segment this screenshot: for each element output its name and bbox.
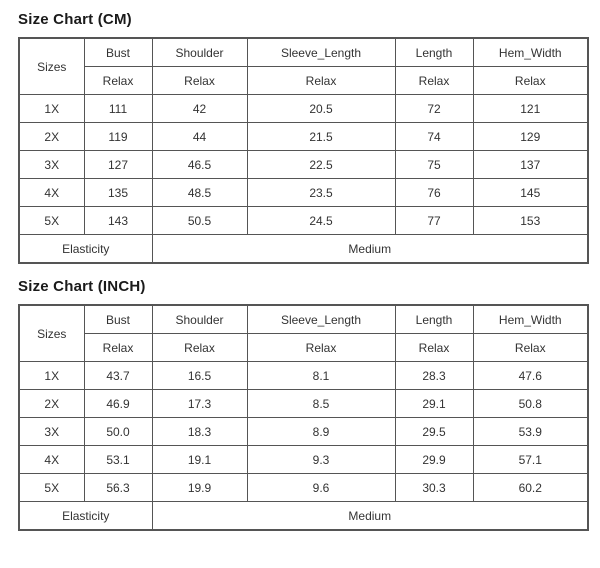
measurement-cell: 16.5: [152, 362, 247, 390]
elasticity-value-cell: Medium: [152, 235, 588, 264]
size-chart-inch-title: Size Chart (INCH): [18, 278, 146, 295]
measurement-cell: 50.8: [473, 390, 588, 418]
measurement-cell: 75: [395, 151, 473, 179]
measurement-cell: 121: [473, 95, 588, 123]
column-header-bust: Bust: [84, 305, 152, 334]
elasticity-row: [19, 502, 588, 531]
measurement-cell: 53.1: [84, 446, 152, 474]
measurement-cell: 29.9: [395, 446, 473, 474]
table-row: [19, 95, 588, 123]
header-row: [19, 38, 588, 67]
elasticity-value-cell: Medium: [152, 502, 588, 531]
size-label-cell: 2X: [19, 123, 84, 151]
measurement-cell: 29.5: [395, 418, 473, 446]
measurement-cell: 137: [473, 151, 588, 179]
relax-subheader: Relax: [152, 334, 247, 362]
size-label-cell: 3X: [19, 418, 84, 446]
relax-subheader: Relax: [84, 67, 152, 95]
column-header-shoulder: Shoulder: [152, 305, 247, 334]
measurement-cell: 8.1: [247, 362, 395, 390]
measurement-cell: 46.5: [152, 151, 247, 179]
column-header-length: Length: [395, 38, 473, 67]
measurement-cell: 22.5: [247, 151, 395, 179]
measurement-cell: 42: [152, 95, 247, 123]
measurement-cell: 145: [473, 179, 588, 207]
measurement-cell: 8.5: [247, 390, 395, 418]
subheader-row: [19, 334, 588, 362]
sizes-corner-cell: Sizes: [19, 305, 84, 362]
measurement-cell: 21.5: [247, 123, 395, 151]
size-chart-cm-table: [18, 37, 589, 264]
column-header-sleeve-length: Sleeve_Length: [247, 305, 395, 334]
measurement-cell: 53.9: [473, 418, 588, 446]
size-label-cell: 5X: [19, 474, 84, 502]
size-chart-cm-section: [18, 11, 600, 264]
measurement-cell: 19.1: [152, 446, 247, 474]
table-row: [19, 446, 588, 474]
table-row: [19, 179, 588, 207]
measurement-cell: 74: [395, 123, 473, 151]
measurement-cell: 17.3: [152, 390, 247, 418]
column-header-shoulder: Shoulder: [152, 38, 247, 67]
measurement-cell: 56.3: [84, 474, 152, 502]
relax-subheader: Relax: [247, 334, 395, 362]
column-header-bust: Bust: [84, 38, 152, 67]
measurement-cell: 129: [473, 123, 588, 151]
table-row: [19, 151, 588, 179]
relax-subheader: Relax: [395, 334, 473, 362]
size-label-cell: 4X: [19, 179, 84, 207]
column-header-hem-width: Hem_Width: [473, 38, 588, 67]
table-row: [19, 123, 588, 151]
measurement-cell: 18.3: [152, 418, 247, 446]
measurement-cell: 29.1: [395, 390, 473, 418]
measurement-cell: 72: [395, 95, 473, 123]
measurement-cell: 24.5: [247, 207, 395, 235]
measurement-cell: 44: [152, 123, 247, 151]
size-label-cell: 3X: [19, 151, 84, 179]
measurement-cell: 47.6: [473, 362, 588, 390]
measurement-cell: 76: [395, 179, 473, 207]
size-chart-inch-table: [18, 304, 589, 531]
table-row: [19, 390, 588, 418]
measurement-cell: 50.0: [84, 418, 152, 446]
measurement-cell: 28.3: [395, 362, 473, 390]
elasticity-row: [19, 235, 588, 264]
table-row: [19, 362, 588, 390]
relax-subheader: Relax: [473, 67, 588, 95]
size-chart-cm-title: Size Chart (CM): [18, 11, 132, 28]
measurement-cell: 111: [84, 95, 152, 123]
size-label-cell: 1X: [19, 95, 84, 123]
header-row: [19, 305, 588, 334]
measurement-cell: 57.1: [473, 446, 588, 474]
measurement-cell: 127: [84, 151, 152, 179]
measurement-cell: 9.3: [247, 446, 395, 474]
measurement-cell: 30.3: [395, 474, 473, 502]
measurement-cell: 77: [395, 207, 473, 235]
relax-subheader: Relax: [395, 67, 473, 95]
measurement-cell: 8.9: [247, 418, 395, 446]
measurement-cell: 20.5: [247, 95, 395, 123]
relax-subheader: Relax: [247, 67, 395, 95]
size-label-cell: 1X: [19, 362, 84, 390]
measurement-cell: 23.5: [247, 179, 395, 207]
column-header-hem-width: Hem_Width: [473, 305, 588, 334]
measurement-cell: 46.9: [84, 390, 152, 418]
measurement-cell: 48.5: [152, 179, 247, 207]
measurement-cell: 60.2: [473, 474, 588, 502]
elasticity-label-cell: Elasticity: [19, 235, 152, 264]
measurement-cell: 119: [84, 123, 152, 151]
measurement-cell: 50.5: [152, 207, 247, 235]
table-row: [19, 207, 588, 235]
table-row: [19, 474, 588, 502]
size-label-cell: 5X: [19, 207, 84, 235]
measurement-cell: 135: [84, 179, 152, 207]
subheader-row: [19, 67, 588, 95]
relax-subheader: Relax: [473, 334, 588, 362]
measurement-cell: 19.9: [152, 474, 247, 502]
column-header-sleeve-length: Sleeve_Length: [247, 38, 395, 67]
measurement-cell: 153: [473, 207, 588, 235]
sizes-corner-cell: Sizes: [19, 38, 84, 95]
relax-subheader: Relax: [84, 334, 152, 362]
size-chart-inch-section: [18, 278, 600, 531]
measurement-cell: 143: [84, 207, 152, 235]
elasticity-label-cell: Elasticity: [19, 502, 152, 531]
size-label-cell: 2X: [19, 390, 84, 418]
relax-subheader: Relax: [152, 67, 247, 95]
measurement-cell: 9.6: [247, 474, 395, 502]
column-header-length: Length: [395, 305, 473, 334]
table-row: [19, 418, 588, 446]
measurement-cell: 43.7: [84, 362, 152, 390]
size-label-cell: 4X: [19, 446, 84, 474]
